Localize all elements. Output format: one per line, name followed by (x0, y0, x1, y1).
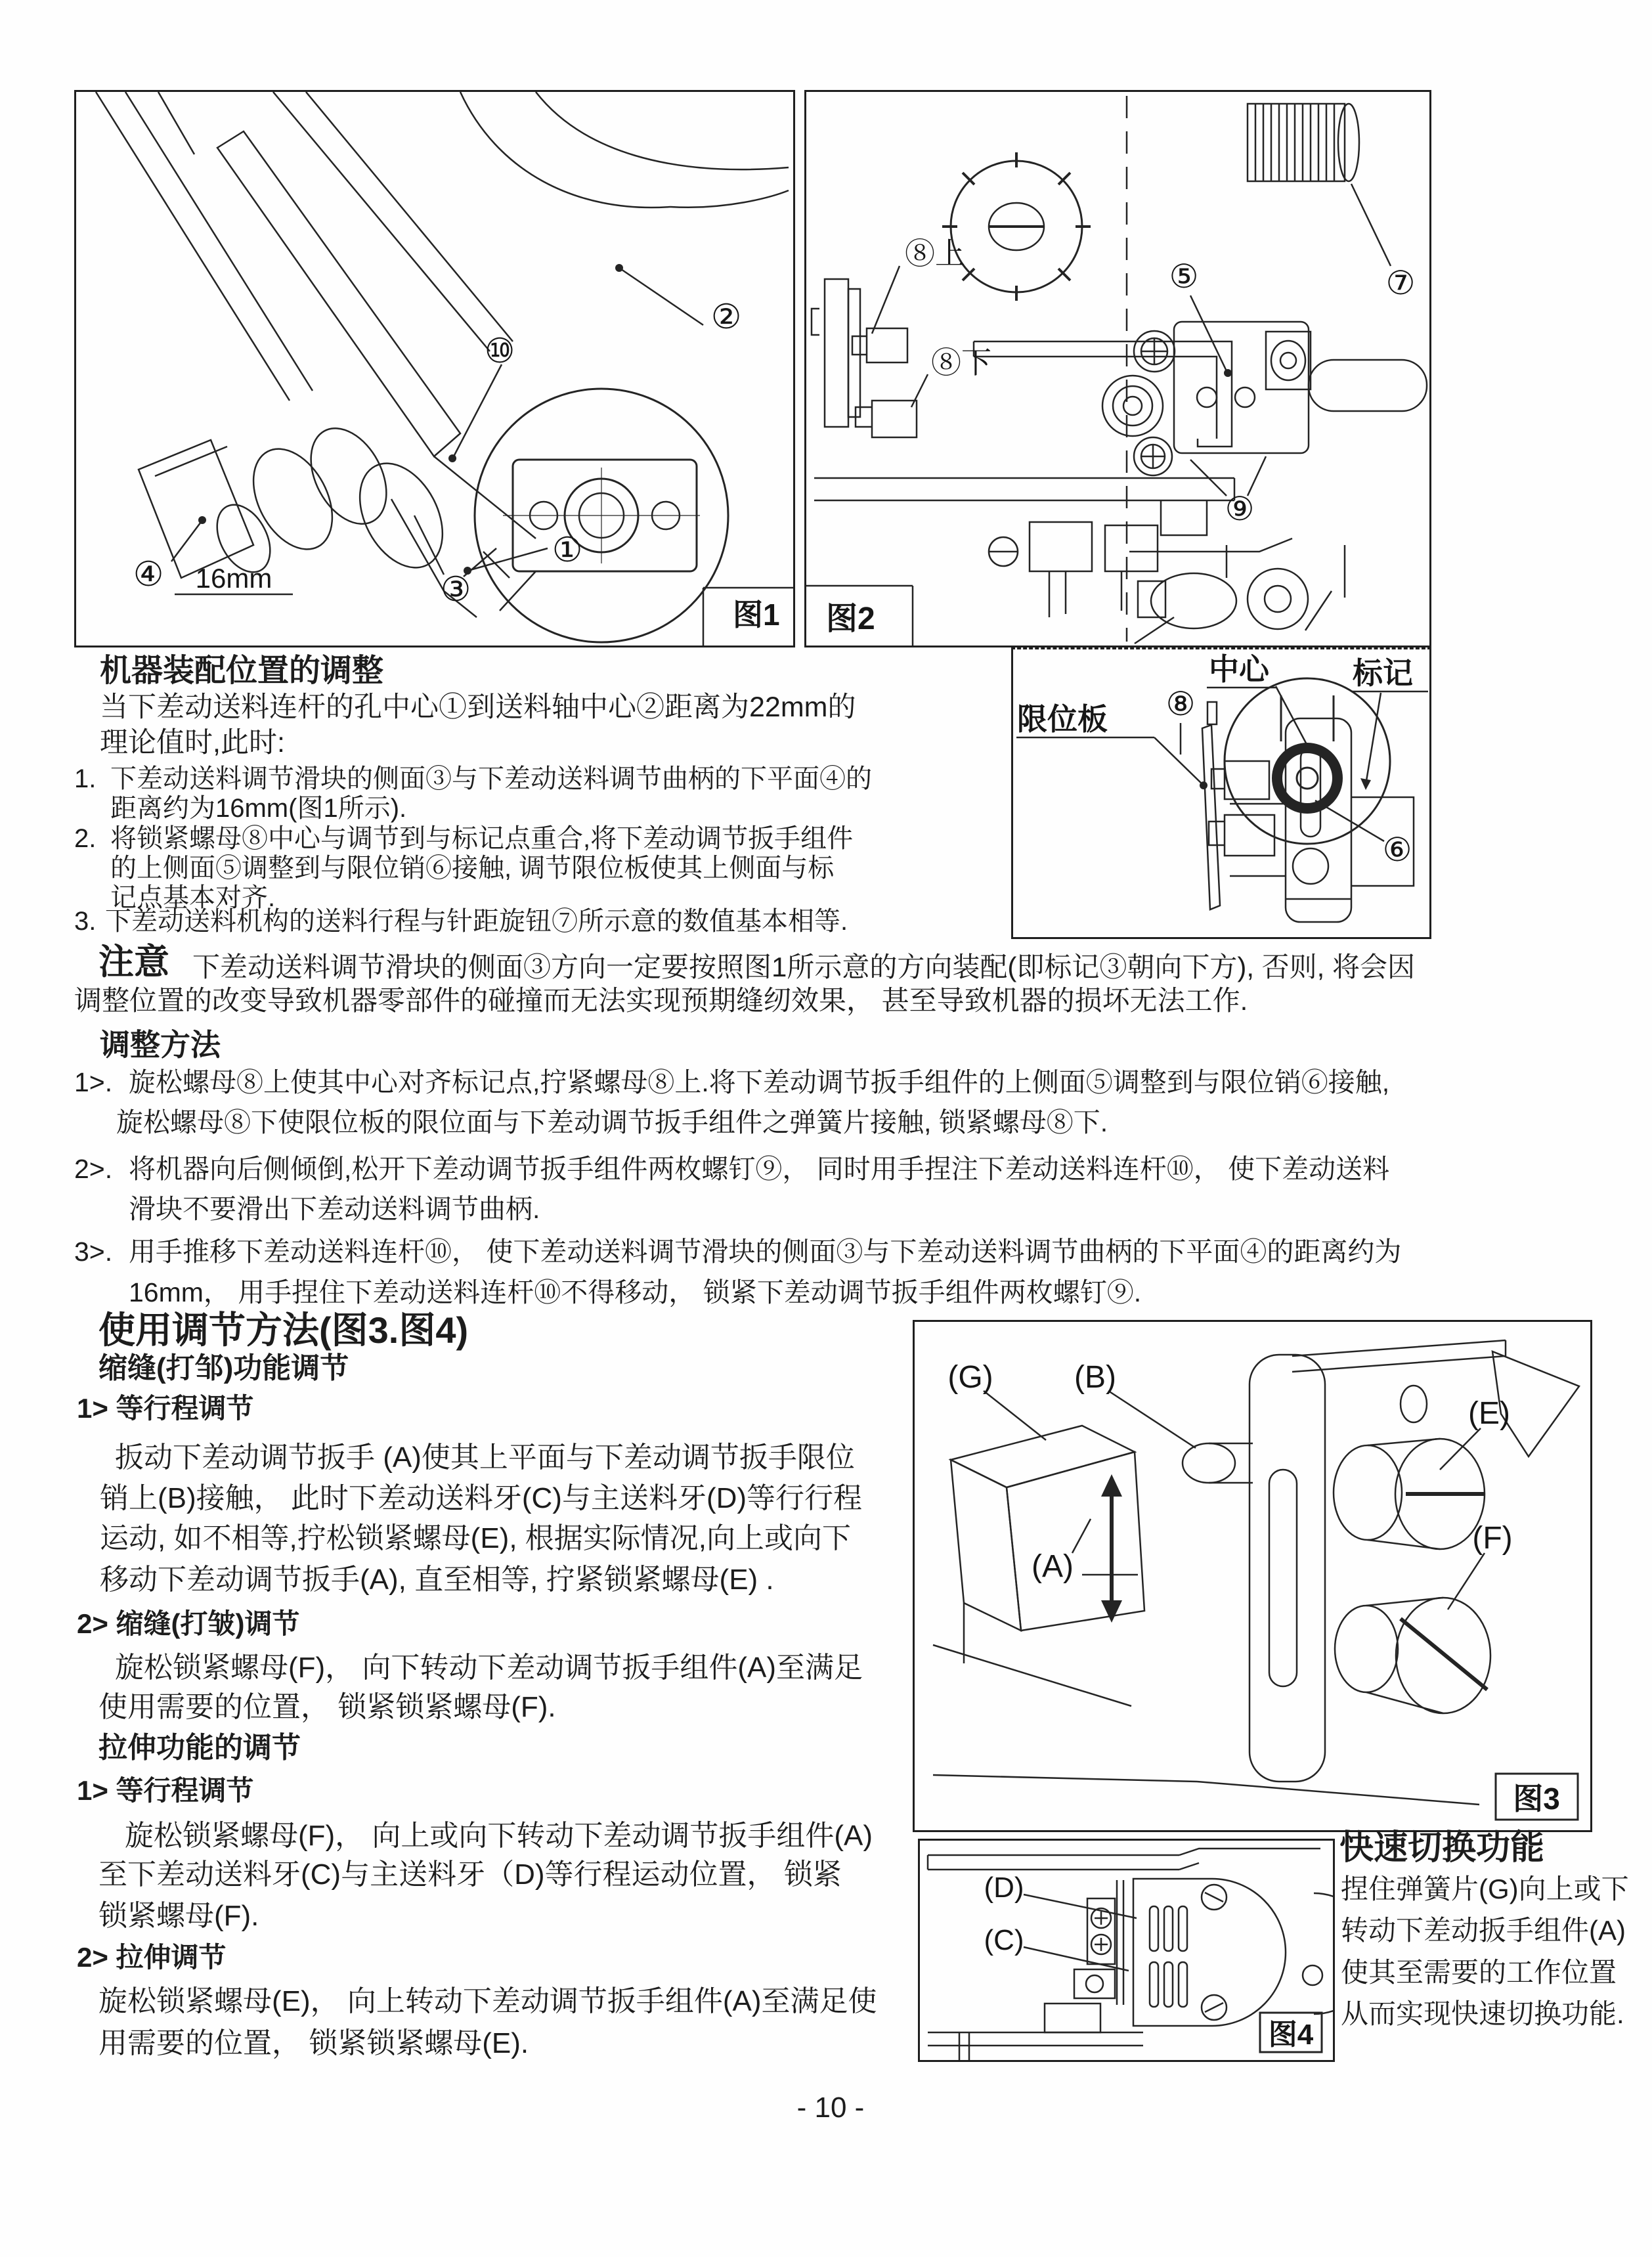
usage-h-equal1: 1> 等行程调节 (77, 1393, 254, 1424)
usage-p1-line1: 扳动下差动调节扳手 (A)使其上平面与下差动调节扳手限位 (115, 1441, 855, 1474)
method-item3-line1: 用手推移下差动送料连杆⑩， 使下差动送料调节滑块的侧面③与下差动送料调节曲柄的下平面④的距离约为 (129, 1237, 1402, 1267)
inset-label-mark: 标记 (1353, 656, 1413, 690)
usage-title: 使用调节方法(图3.图4) (98, 1309, 469, 1351)
assembly-item1-line1: 下差动送料调节滑块的侧面③与下差动送料调节曲柄的下平面④的 (110, 764, 872, 793)
fig1-dim-16mm: 16mm (195, 563, 272, 594)
fig1-caption: 图1 (733, 598, 780, 632)
usage-p1-line2: 销上(B)接触， 此时下差动送料牙(C)与主送料牙(D)等行行程 (100, 1482, 863, 1514)
fig3-label-B: (B) (1074, 1360, 1116, 1395)
assembly-item2-line2: 的上侧面⑤调整到与限位销⑥接触, 调节限位板使其上侧面与标 (110, 854, 835, 883)
method-item2-line1: 将机器向后侧倾倒,松开下差动调节扳手组件两枚螺钉⑨， 同时用手捏注下差动送料连杆⑩， 使下差动送料 (129, 1154, 1390, 1184)
method-item1-line1: 旋松螺母⑧上使其中心对齐标记点,拧紧螺母⑧上.将下差动调节扳手组件的上侧面⑤调整到与限位销⑥接触, (129, 1067, 1390, 1097)
fig3-label-G: (G) (947, 1360, 993, 1395)
fig3-label-E: (E) (1468, 1396, 1510, 1431)
figure3-panel (913, 1320, 1592, 1832)
method-item2-line2: 滑块不要滑出下差动送料调节曲柄. (129, 1194, 540, 1224)
usage-p2-line2: 使用需要的位置， 锁紧锁紧螺母(F). (98, 1691, 556, 1723)
usage-p3-line1: 旋松锁紧螺母(F)， 向上或向下转动下差动调节扳手组件(A) (125, 1820, 873, 1852)
notice-line2: 调整位置的改变导致机器零部件的碰撞而无法实现预期缝纫效果， 甚至导致机器的损坏无法工作. (74, 985, 1248, 1016)
fig3-label-F: (F) (1472, 1521, 1513, 1556)
figure2-drawing (806, 92, 1429, 646)
method-title: 调整方法 (100, 1028, 221, 1062)
usage-stretch-title: 拉伸功能的调节 (98, 1732, 301, 1764)
fig4-label-C: (C) (984, 1924, 1024, 1956)
usage-p2-line1: 旋松锁紧螺母(F)， 向下转动下差动调节扳手组件(A)至满足 (115, 1652, 863, 1684)
inset-panel (1011, 647, 1431, 939)
figure1-drawing (76, 92, 793, 646)
fig4-caption: 图4 (1268, 2019, 1314, 2051)
figure4-drawing (920, 1841, 1333, 2060)
notice-line1: 下差动送料调节滑块的侧面③方向一定要按照图1所示意的方向装配(即标记③朝向下方), 否则, 将会因 (192, 952, 1416, 982)
inset-label-6: ⑥ (1382, 831, 1412, 868)
page-number: - 10 - (796, 2092, 865, 2124)
fig3-label-A: (A) (1032, 1549, 1074, 1584)
fig3-caption: 图3 (1513, 1782, 1560, 1816)
figure3-drawing (915, 1322, 1590, 1830)
fig2-label-8-down: ⑧下 (931, 345, 991, 380)
assembly-title: 机器装配位置的调整 (100, 653, 384, 688)
fig2-caption: 图2 (826, 602, 875, 636)
assembly-item1-num: 1. (74, 764, 97, 793)
assembly-item2-line3: 记点基本对齐. (110, 883, 276, 912)
assembly-intro-line1: 当下差动送料连杆的孔中心①到送料轴中心②距离为22mm的 (100, 691, 856, 723)
notice-label: 注意 (98, 942, 169, 982)
usage-h-equal2: 1> 等行程调节 (77, 1775, 254, 1806)
inset-label-center: 中心 (1209, 652, 1269, 686)
assembly-item2-num: 2. (74, 824, 97, 853)
assembly-item3-line1: 下差动送料机构的送料行程与针距旋钮⑦所示意的数值基本相等. (105, 907, 848, 936)
usage-h-stretch: 2> 拉伸调节 (77, 1942, 227, 1973)
usage-p4-line1: 旋松锁紧螺母(E)， 向上转动下差动调节扳手组件(A)至满足使 (98, 1985, 877, 2017)
figure4-panel (918, 1839, 1335, 2062)
fig2-label-5: ⑤ (1169, 258, 1199, 295)
fig1-label-10: ⑩ (484, 332, 515, 370)
fig2-label-8-up: ⑧上 (905, 236, 965, 271)
usage-p4-line2: 用需要的位置， 锁紧锁紧螺母(E). (98, 2027, 529, 2059)
quick-line2: 转动下差动扳手组件(A) (1341, 1915, 1626, 1946)
usage-shrink-title: 缩缝(打邹)功能调节 (98, 1352, 349, 1384)
quick-line3: 使其至需要的工作位置 (1341, 1957, 1617, 1988)
quick-line4: 从而实现快速切换功能. (1341, 1998, 1624, 2029)
assembly-item3-num: 3. (74, 907, 97, 936)
usage-p1-line3: 运动, 如不相等,拧松锁紧螺母(E), 根据实际情况,向上或向下 (100, 1522, 851, 1554)
method-item1-num: 1>. (74, 1067, 113, 1097)
assembly-intro-line2: 理论值时,此时: (100, 727, 285, 758)
figure1-panel (74, 90, 795, 647)
method-item1-line2: 旋松螺母⑧下使限位板的限位面与下差动调节扳手组件之弹簧片接触, 锁紧螺母⑧下. (116, 1107, 1108, 1137)
usage-h-shrink: 2> 缩缝(打皱)调节 (77, 1608, 300, 1639)
figure2-panel (804, 90, 1431, 647)
method-item3-line2: 16mm， 用手捏住下差动送料连杆⑩不得移动， 锁紧下差动调节扳手组件两枚螺钉⑨. (129, 1277, 1142, 1307)
usage-p1-line4: 移动下差动调节扳手(A), 直至相等, 拧紧锁紧螺母(E) . (100, 1564, 774, 1596)
usage-p3-line3: 锁紧螺母(F). (98, 1900, 259, 1932)
inset-label-8: ⑧ (1165, 686, 1196, 722)
fig1-label-1: ① (552, 531, 583, 569)
assembly-item2-line1: 将锁紧螺母⑧中心与调节到与标记点重合,将下差动调节扳手组件 (110, 824, 854, 853)
quick-line1: 捏住弹簧片(G)向上或下 (1341, 1874, 1629, 1904)
fig1-label-3: ③ (440, 571, 471, 609)
inset-label-limit-plate: 限位板 (1017, 702, 1108, 736)
quick-title: 快速切换功能 (1339, 1829, 1545, 1867)
fig2-label-7: ⑦ (1385, 265, 1416, 301)
method-item2-num: 2>. (74, 1154, 113, 1184)
fig1-label-4: ④ (133, 556, 164, 594)
fig1-label-2: ② (710, 298, 742, 336)
method-item3-num: 3>. (74, 1237, 113, 1267)
assembly-item1-line2: 距离约为16mm(图1所示). (110, 794, 407, 823)
fig4-label-D: (D) (984, 1872, 1024, 1904)
usage-p3-line2: 至下差动送料牙(C)与主送料牙（D)等行程运动位置， 锁紧 (98, 1858, 842, 1891)
fig2-label-9: ⑨ (1225, 491, 1255, 527)
inset-drawing (1013, 649, 1429, 937)
